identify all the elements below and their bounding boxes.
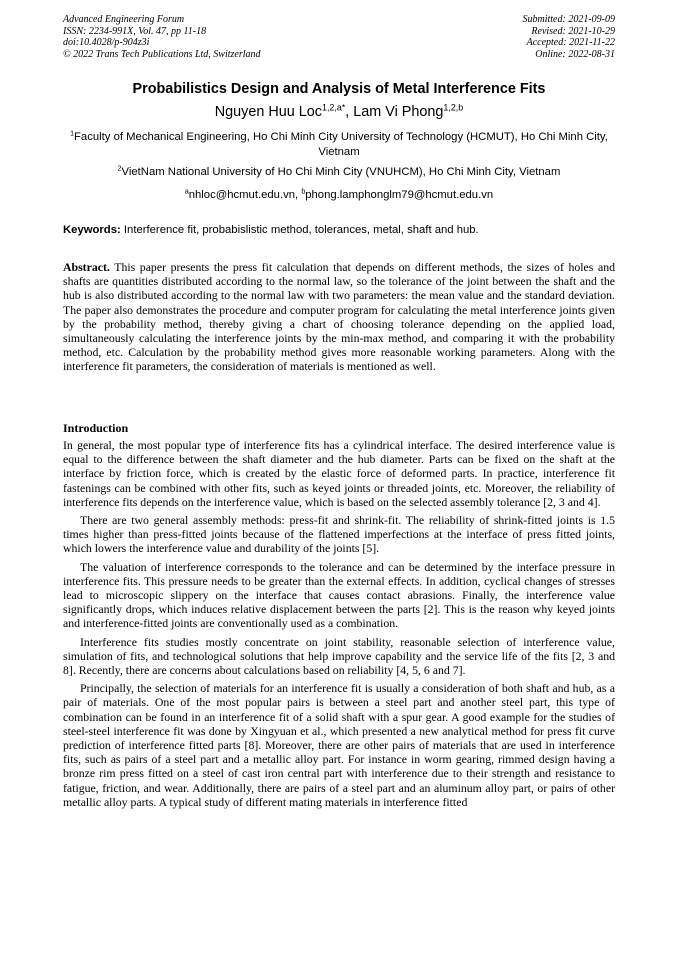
abstract-label: Abstract. xyxy=(63,260,110,274)
email-a[interactable]: nhloc@hcmut.edu.vn, xyxy=(188,189,302,201)
journal-issn: ISSN: 2234-991X, Vol. 47, pp 11-18 xyxy=(63,25,207,37)
introduction-section xyxy=(63,421,615,813)
affiliation-1-mark: 1 xyxy=(70,130,75,138)
keywords-label: Keywords: xyxy=(63,224,121,236)
affiliation-1 xyxy=(63,130,615,160)
date-accepted: Accepted: 2021-11-22 xyxy=(526,37,615,48)
intro-paragraph-1: In general, the most popular type of interference fits has a cylindrical interface. The desired interference value is equal to the difference between the shaft diameter and the hub diameter. Parts can be fixed on the shaft at the interface by friction force, which is created by the elastic force of deformed parts. In practice, interference fit fastenings can be combined with other fits, such as keyed joints or threaded joints, etc. Moreover, the reliability of interference fits depends on the interference value, which is based on the selected assembly tolerance [2, 3 and 4]. xyxy=(63,438,615,509)
journal-copyright: © 2022 Trans Tech Publications Ltd, Switzerland xyxy=(63,48,261,60)
keywords xyxy=(63,223,615,238)
keywords-text: Interference fit, probabislistic method, tolerances, metal, shaft and hub. xyxy=(120,224,479,236)
author-2-affiliation-marks: 1,2,b xyxy=(443,102,464,113)
affiliation-1-text: Faculty of Mechanical Engineering, Ho Chi Minh City University of Technology (HCMUT), Ho Chi Minh City, Vietnam xyxy=(74,131,608,158)
journal-info xyxy=(63,14,261,60)
journal-name: Advanced Engineering Forum xyxy=(63,14,185,25)
affiliation-2-mark: 2 xyxy=(117,165,122,173)
author-separator: , xyxy=(345,104,354,120)
affiliation-2 xyxy=(63,165,615,180)
author-1-affiliation-marks: 1,2,a* xyxy=(321,102,346,113)
email-a-mark: a xyxy=(184,188,189,196)
author-list xyxy=(40,103,638,121)
affiliation-2-text: VietNam National University of Ho Chi Minh City (VNUHCM), Ho Chi Minh City, Vietnam xyxy=(121,166,561,178)
intro-paragraph-4: Interference fits studies mostly concentrate on joint stability, reasonable selection of interference value, simulation of fits, and technological solutions that help improve capability and the service life of the fits [2, 3 and 8]. Recently, there are concerns about calculations based on reliability [4, 5, 6 and 7]. xyxy=(63,634,615,678)
section-heading: Introduction xyxy=(63,421,129,435)
submission-dates xyxy=(523,14,616,60)
date-submitted: Submitted: 2021-09-09 xyxy=(522,14,615,25)
email-b[interactable]: phong.lamphonglm79@hcmut.edu.vn xyxy=(305,189,494,201)
email-b-mark: b xyxy=(301,188,306,196)
author-2-name: Lam Vi Phong xyxy=(353,104,444,120)
intro-paragraph-2: There are two general assembly methods: press-fit and shrink-fit. The reliability of shrink-fitted joints is 1.5 times higher than press-fitted joints because of the flattened imperfections at the interface of press fitted joints, which lowers the interference value and durability of the joints [5]. xyxy=(63,513,615,556)
intro-paragraph-5: Principally, the selection of materials for an interference fit is usually a consideration of both shaft and hub, as a pair of materials. One of the most popular pairs is between a steel part and another steel part, this type of combination can be found in an interference fit of a solid shaft with a spur gear. A good example for the studies of steel-steel interference fit was done by Xingyuan et al., which presented a new analytical method for press fit curve prediction of interference fitted parts [8]. Moreover, there are other pairs of materials that are used in interference fits, such as pairs of a steel part and a metallic alloy part. For instance in worm gearing, rimmed design having a bronze rim press fitted on a steel of cast iron central part with interference due to their strength and resistance to fatigue, friction, and wear. Additionally, there are pairs of a steel part and an aluminum alloy part, or pairs of other metallic alloy parts. A typical study of different mating materials in interference fitted xyxy=(63,681,615,809)
journal-doi: doi:10.4028/p-904z3i xyxy=(63,37,150,48)
paper-title: Probabilistics Design and Analysis of Metal Interference Fits xyxy=(132,81,546,97)
date-online: Online: 2022-08-31 xyxy=(535,48,615,60)
date-revised: Revised: 2021-10-29 xyxy=(531,25,615,37)
intro-paragraph-3: The valuation of interference corresponds to the tolerance and can be determined by the interface pressure in interference fits. This pressure needs to be greater than the external effects. In addition, cyclical changes of stresses lead to microscopic slippery on the interface that causes contact abrasions. Finally, the interference value significantly drops, which induces relative displacement between the parts [2]. This is the reason why keyed joints and interference-fitted joints are conventionally used as a combination. xyxy=(63,559,615,631)
abstract-text: This paper presents the press fit calculation that depends on different methods, the sizes of holes and shafts are quantities distributed according to the normal law, so the tolerance of the joint between the shaft and the hub is also distributed according to the normal law with two parameters: the mean value and the standard deviation. The paper also demonstrates the procedure and computer program for calculating the metal interference joints given by the probability method, thereby giving a chart of choosing tolerance depending on the applied load, simultaneously calculating the interference joints by the min-max method, and comparing it with the probability method, etc. Calculation by the probability method gives more reasonable working parameters. Along with the interference fit parameters, the consideration of materials is mentioned as well. xyxy=(63,260,615,374)
author-emails xyxy=(63,188,615,203)
author-1-name: Nguyen Huu Loc xyxy=(214,104,322,120)
abstract xyxy=(63,260,615,374)
